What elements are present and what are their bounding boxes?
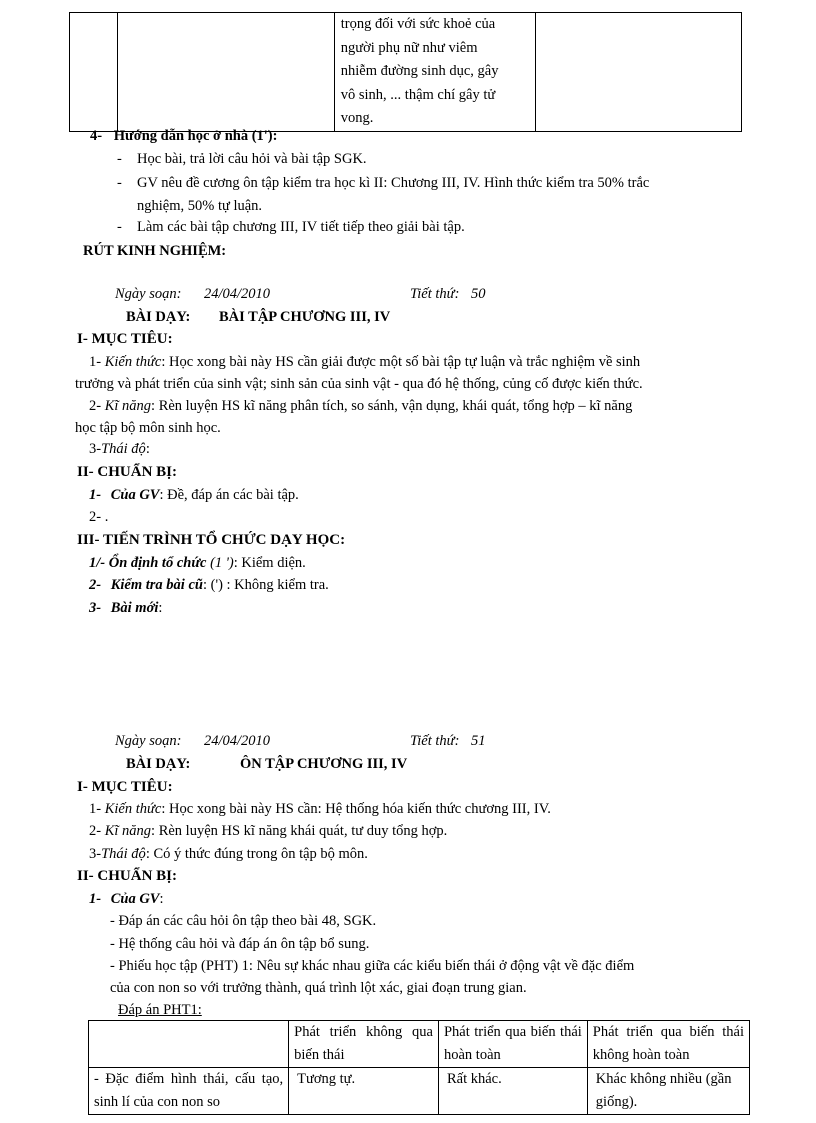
table-row [89, 1068, 750, 1115]
table-header-cell [89, 1021, 289, 1068]
tien-trinh-heading: III- TIẾN TRÌNH TỔ CHỨC DẠY HỌC: [77, 532, 346, 548]
bai-moi-line [89, 600, 162, 617]
dash-marker: - [117, 219, 122, 235]
muc-tieu-heading: I- MỤC TIÊU: [77, 331, 173, 347]
homework-item: GV nêu đề cương ôn tập kiểm tra học kì II: Chương III, IV. Hình thức kiểm tra 50% trắc [137, 175, 650, 191]
tiet-number: 51 [471, 733, 486, 749]
ki-nang-line [89, 398, 632, 415]
table-cell [535, 13, 741, 132]
kien-thuc-label: Kiến thức [104, 801, 162, 817]
kien-thuc-label: Kiến thức [104, 354, 162, 370]
gv-item: của con non so với trưởng thành, quá trình lột xác, giai đoạn trung gian. [110, 980, 527, 996]
chuan-bi-heading: II- CHUẨN BỊ: [77, 464, 178, 480]
dash-marker: - [117, 175, 122, 191]
table-header-cell [289, 1021, 439, 1068]
kien-thuc-line-2: trưởng và phát triển của sinh vật; sinh sản của sinh vật - qua đó hệ thống, củng cố được kiến thức. [75, 376, 643, 392]
header-text: Phát triển qua biến thái không hoàn toàn [592, 1024, 744, 1063]
item-number: 2- [89, 823, 102, 839]
table-header-cell [587, 1021, 749, 1068]
cell-line: nhiễm đường sinh dục, gây [340, 63, 499, 80]
answer-table [88, 1020, 750, 1115]
cell-line: vong. [340, 110, 374, 127]
item-number: 2- [89, 398, 102, 414]
bai-day-label: BÀI DẠY: [126, 756, 191, 772]
item-number: 2- [89, 577, 102, 593]
ki-nang-label: Kĩ năng [104, 823, 152, 839]
table-cell [117, 13, 334, 132]
cua-gv-text: : [159, 891, 164, 907]
cua-gv-label: Của GV [110, 891, 160, 907]
ki-nang-text: : Rèn luyện HS kĩ năng phân tích, so sánh, vận dụng, khái quát, tổng hợp – kĩ năng [151, 398, 633, 414]
bai-day-title: BÀI TẬP CHƯƠNG III, IV [219, 309, 391, 325]
dap-an-label: Đáp án PHT1: [118, 1002, 202, 1018]
dash-marker: - [117, 151, 122, 167]
table-cell [70, 13, 118, 132]
ki-nang-line [89, 823, 447, 840]
kien-thuc-text: : Học xong bài này HS cần giải được một số bài tập tự luận và trắc nghiệm về sinh [161, 354, 641, 370]
thai-do-line [89, 846, 368, 863]
on-dinh-line [89, 555, 306, 572]
ngay-soan-date: 24/04/2010 [204, 286, 271, 302]
muc-tieu-heading: I- MỤC TIÊU: [77, 779, 173, 795]
tiet-label: Tiết thứ: [410, 733, 460, 749]
bai-day-title: ÔN TẬP CHƯƠNG III, IV [240, 756, 408, 772]
table-cell [289, 1068, 439, 1115]
cell-line: vô sinh, ... thậm chí gây tử [340, 86, 496, 103]
table-cell [438, 1068, 587, 1115]
chuan-bi-heading: II- CHUẨN BỊ: [77, 868, 178, 884]
cell-line: người phụ nữ như viêm [340, 39, 478, 56]
kiem-tra-label: Kiểm tra bài cũ [110, 577, 203, 593]
on-dinh-label: 1/- Ổn định tổ chức [89, 555, 207, 571]
item-number: 3- [89, 600, 102, 616]
header-text: Phát triển qua biến thái hoàn toàn [443, 1024, 582, 1063]
thai-do-text: : Có ý thức đúng trong ôn tập bộ môn. [145, 846, 368, 862]
bai-day-label: BÀI DẠY: [126, 309, 191, 325]
item-number: 1- [89, 891, 102, 907]
homework-heading [90, 128, 277, 145]
cell-line: trọng đối với sức khoẻ của [340, 16, 496, 32]
table-cell [89, 1068, 289, 1115]
gv-item: - Phiếu học tập (PHT) 1: Nêu sự khác nhau giữa các kiểu biến thái ở động vật về đặc điểm [110, 958, 635, 974]
item-number: 3- [89, 846, 102, 862]
kien-thuc-text: : Học xong bài này HS cần: Hệ thống hóa kiến thức chương III, IV. [161, 801, 551, 817]
thai-do-label: Thái độ [101, 441, 146, 457]
header-text: Phát triển không qua biến thái [294, 1024, 433, 1063]
bai-moi-label: Bài mới [110, 600, 159, 616]
item-number: 3- [89, 441, 102, 457]
item-number: 1- [89, 801, 102, 817]
cell-text: Rất khác. [446, 1071, 502, 1087]
on-dinh-text: : Kiểm diện. [233, 555, 306, 571]
continuation-table [69, 12, 742, 132]
table-cell [587, 1068, 749, 1115]
kien-thuc-line [89, 801, 551, 818]
thai-do-label: Thái độ [101, 846, 146, 862]
rut-kinh-nghiem-heading: RÚT KINH NGHIỆM: [83, 243, 227, 259]
homework-title: Hướng dẫn học ở nhà (1'): [113, 128, 278, 144]
homework-item: Làm các bài tập chương III, IV tiết tiếp theo giải bài tập. [137, 219, 465, 235]
cua-gv-line [89, 891, 164, 908]
chuan-bi-item-2: 2- . [89, 509, 109, 525]
tiet-number: 50 [471, 286, 486, 302]
cua-gv-text: : Đề, đáp án các bài tập. [159, 487, 299, 503]
ngay-soan-label: Ngày soạn: [115, 733, 182, 749]
kien-thuc-line [89, 354, 640, 371]
bai-moi-text: : [158, 600, 163, 616]
item-number: 1- [89, 487, 102, 503]
cell-text: Khác không nhiều (gần giống). [595, 1071, 732, 1110]
ngay-soan-label: Ngày soạn: [115, 286, 182, 302]
thai-do-text: : [145, 441, 150, 457]
tiet-label: Tiết thứ: [410, 286, 460, 302]
ki-nang-line-2: học tập bộ môn sinh học. [75, 420, 221, 436]
gv-item: - Hệ thống câu hỏi và đáp án ôn tập bổ sung. [110, 936, 370, 952]
cua-gv-line [89, 487, 299, 504]
homework-item: nghiệm, 50% tự luận. [137, 198, 263, 214]
kiem-tra-text: : (') : Không kiểm tra. [202, 577, 329, 593]
on-dinh-time: (1 ') [206, 555, 234, 571]
cell-text: Tương tự. [297, 1071, 356, 1087]
item-number: 1- [89, 354, 102, 370]
gv-item: - Đáp án các câu hỏi ôn tập theo bài 48, SGK. [110, 913, 377, 929]
thai-do-line [89, 441, 150, 458]
homework-item: Học bài, trả lời câu hỏi và bài tập SGK. [137, 151, 367, 167]
cua-gv-label: Của GV [110, 487, 160, 503]
table-cell [334, 13, 535, 132]
ngay-soan-date: 24/04/2010 [204, 733, 271, 749]
ki-nang-text: : Rèn luyện HS kĩ năng khái quát, tư duy tổng hợp. [151, 823, 448, 839]
ki-nang-label: Kĩ năng [104, 398, 152, 414]
kiem-tra-line [89, 577, 329, 594]
homework-number: 4- [90, 128, 103, 144]
table-header-cell [438, 1021, 587, 1068]
cell-text: - Đặc điểm hình thái, cấu tạo, sinh lí của con non so [94, 1071, 284, 1110]
